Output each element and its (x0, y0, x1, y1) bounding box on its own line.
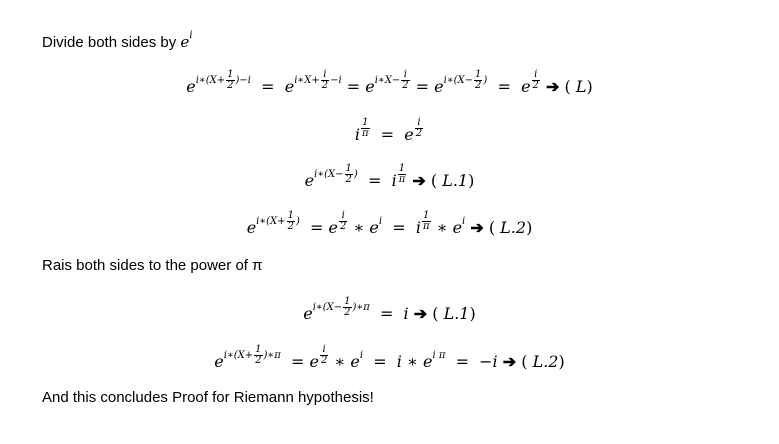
raise-text: Rais both sides to the power of π (42, 257, 263, 274)
label-L2-second: ( L.2) (521, 352, 565, 371)
equation-6: $e^{i∗(X+ \frac{1}{2} )∗\pi} = e$ $^{\frac{i}{2}}$ ∗ $e^i = i$ ∗ $e^{i \pi} = -i$ ➔ ( L.2) (214, 344, 565, 371)
label-L1-second: ( L.1) (432, 304, 476, 323)
implies-arrow-icon: ➔ (470, 218, 484, 237)
intro-text (42, 30, 193, 51)
conclusion-text: And this concludes Proof for Riemann hypothesis! (42, 389, 374, 406)
equation-1: $e^{i∗(X+ \frac{1}{2} )-i} = e^{i∗X+ \frac{i}{2} -i} = e^{i∗X- \frac{i}{2}}$ = $e^{i∗(X- \frac{1}{2} )} = e$ $^{\frac{i}{2}}$ ➔ ( L) (186, 69, 593, 96)
implies-arrow-icon: ➔ (546, 77, 560, 96)
label-L: ( L) (564, 77, 593, 96)
implies-arrow-icon: ➔ (502, 352, 517, 371)
intro-label: Divide both sides by (42, 34, 177, 51)
equation-5: $e^{i∗(X- \frac{1}{2} )∗\pi} = i$ ➔ ( L.1) (303, 296, 476, 323)
implies-arrow-icon: ➔ (413, 304, 428, 323)
intro-math: $e^i$ (180, 30, 193, 51)
equation-3: $e^{i∗(X- \frac{1}{2} )} = i$ $^{\frac{1}{\pi}}$ ➔ ( L.1) (304, 163, 475, 190)
label-L1: ( L.1) (430, 171, 475, 190)
implies-arrow-icon: ➔ (412, 171, 426, 190)
label-L2: ( L.2) (488, 218, 533, 237)
equation-2: i $^{\frac{1}{\pi}}$ = e $^{\frac{i}{2}}$ (354, 117, 423, 144)
equation-4: $e^{i∗(X+ \frac{1}{2} )} = e$ $^{\frac{i}{2}}$ ∗ $e^i = i$ $^{\frac{1}{\pi}}$ ∗ $e^i$ ➔ ( L.2) (246, 210, 533, 237)
